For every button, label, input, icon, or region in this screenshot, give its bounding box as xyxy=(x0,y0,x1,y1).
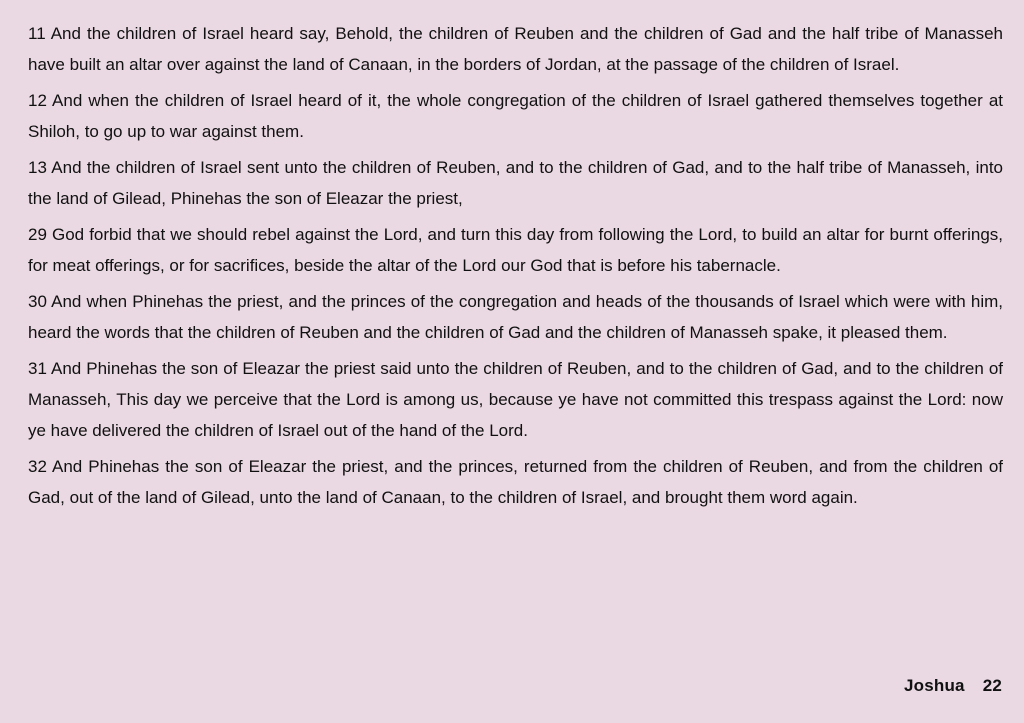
scripture-page xyxy=(28,18,1003,518)
verse-13: 13 And the children of Israel sent unto the children of Reuben, and to the children of Gad, and to the half tribe of Manasseh, into the land of Gilead, Phinehas the son of Eleazar the priest, xyxy=(28,158,1003,208)
book-name: Joshua xyxy=(903,676,965,695)
verse-29: 29 God forbid that we should rebel against the Lord, and turn this day from following the Lord, to build an altar for burnt offerings, for meat offerings, or for sacrifices, beside the altar of the Lord our God that is before his tabernacle. xyxy=(28,225,1003,275)
verse-32: 32 And Phinehas the son of Eleazar the priest, and the princes, returned from the children of Reuben, and from the children of Gad, out of the land of Gilead, unto the land of Canaan, to the children of Israel, and brought them word again. xyxy=(28,457,1003,507)
verse-11: 11 And the children of Israel heard say, Behold, the children of Reuben and the children of Gad and the half tribe of Manasseh have built an altar over against the land of Canaan, in the borders of Jordan, at the passage of the children of Israel. xyxy=(28,24,1003,74)
page-footer-reference xyxy=(904,676,1002,696)
verse-12: 12 And when the children of Israel heard of it, the whole congregation of the children of Israel gathered themselves together at Shiloh, to go up to war against them. xyxy=(28,91,1003,141)
verse-31: 31 And Phinehas the son of Eleazar the priest said unto the children of Reuben, and to the children of Gad, and to the children of Manasseh, This day we perceive that the Lord is among us, because ye have not committed this trespass against the Lord: now ye have delivered the children of Israel out of the hand of the Lord. xyxy=(28,359,1003,440)
chapter-number: 22 xyxy=(982,676,1002,695)
verse-30: 30 And when Phinehas the priest, and the princes of the congregation and heads of the thousands of Israel which were with him, heard the words that the children of Reuben and the children of Gad and the children of Manasseh spake, it pleased them. xyxy=(28,292,1003,342)
